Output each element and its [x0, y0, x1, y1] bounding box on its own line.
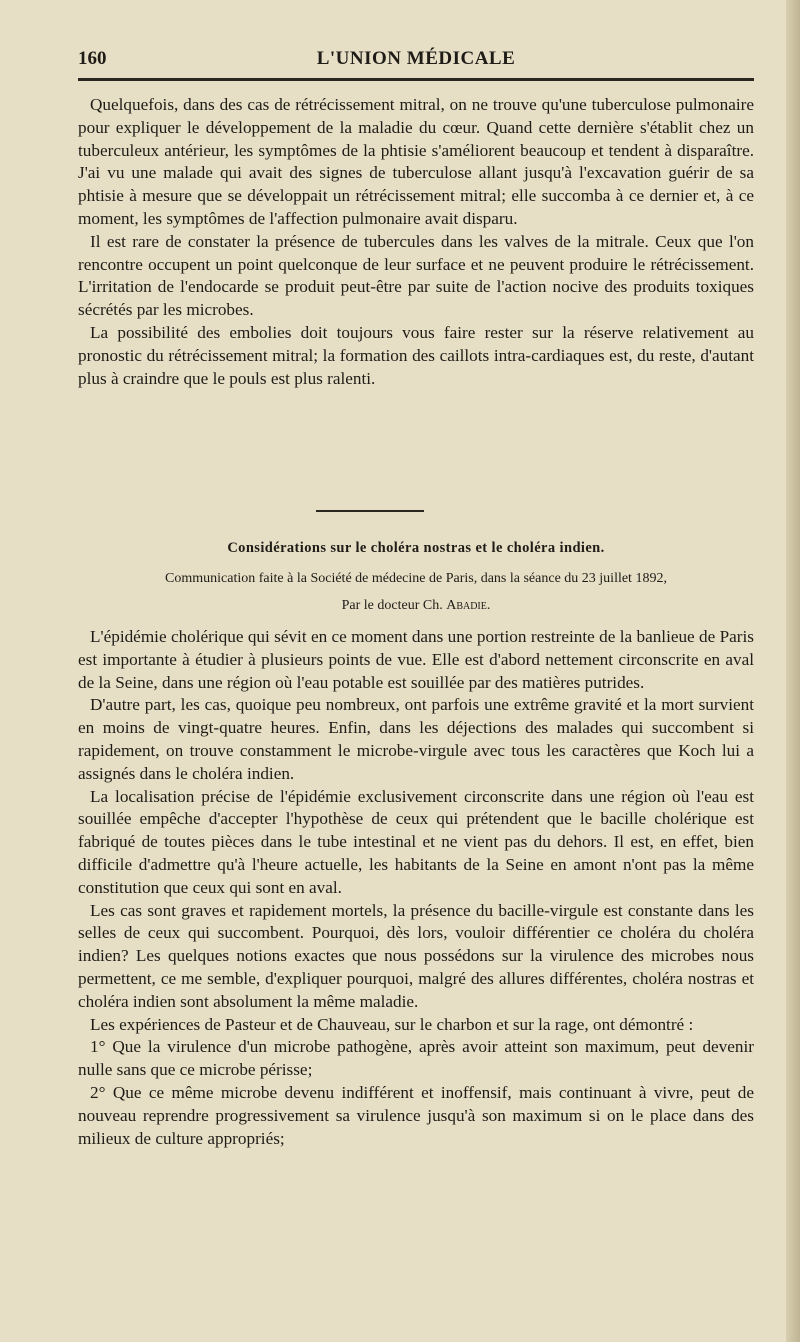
page-number: 160 — [78, 48, 107, 69]
running-title: L'UNION MÉDICALE — [316, 48, 516, 69]
article-title: Considérations sur le choléra nostras et le choléra indien. — [227, 540, 605, 556]
paragraph: Les expériences de Pasteur et de Chauveau, sur le charbon et sur la rage, ont démontré : — [90, 1014, 694, 1034]
paragraph: Quelquefois, dans des cas de rétrécissement mitral, on ne trouve qu'une tuberculose pulmonaire pour expliquer le développement de la maladie du cœur. Quand cette dernière s'établit chez un tuberculeux antérieur, les symptômes de la phtisie s'améliorent beaucoup et tendent à disparaître. J'ai vu une malade qui avait des signes de tuberculose allant jusqu'à l'excavation guérir de sa phtisie à mesure que se développait un rétrécissement mitral; elle succomba à ce dernier et, à ce moment, les symptômes de l'affection pulmonaire avait disparu. — [78, 95, 754, 228]
paragraph: Il est rare de constater la présence de tubercules dans les valves de la mitrale. Ceux que l'on rencontre occupent un point quelconque de leur surface et ne peuvent produire le rétrécissement. L'irritation de l'endocarde se produit peut-être par suite de l'action nocive des produits toxiques sécrétés par les microbes. — [78, 231, 754, 320]
paragraph: L'épidémie cholérique qui sévit en ce moment dans une portion restreinte de la banlieue de Paris est importante à étudier à plusieurs points de vue. Elle est d'abord nettement circonscrite en aval de la Seine, dans une région où l'eau potable est souillée par des matières putrides. — [78, 627, 754, 692]
header-rule — [78, 78, 754, 81]
author-prefix: Par le docteur Ch. — [341, 598, 447, 613]
paragraph: 1° Que la virulence d'un microbe pathogène, après avoir atteint son maximum, peut devenir nulle sans que ce microbe périsse; — [78, 1037, 754, 1080]
article-author — [78, 598, 754, 614]
paragraph: 2° Que ce même microbe devenu indifférent et inoffensif, mais continuant à vivre, peut de nouveau reprendre progressivement sa virulence jusqu'à son maximum si on le place dans des milieux de culture appropriés; — [78, 1082, 754, 1148]
article-note: Communication faite à la Société de médecine de Paris, dans la séance du 23 juillet 1892, — [165, 571, 667, 586]
page-header — [78, 44, 754, 76]
paragraph: Les cas sont graves et rapidement mortels, la présence du bacille-virgule est constante dans les selles de ceux qui succombent. Pourquoi, dès lors, vouloir différentier ce choléra du choléra indien? Les quelques notions exactes que nous possédons sur la virulence des microbes nous permettent, ce me semble, d'expliquer pourquoi, malgré des allures différentes, choléra nostras et choléra indien sont absolument la même maladie. — [78, 900, 754, 1011]
author-name: Abadie. — [446, 598, 491, 613]
text-block-article-body — [78, 626, 754, 1150]
paragraph: La possibilité des embolies doit toujours vous faire rester sur la réserve relativement au pronostic du rétrécissement mitral; la formation des caillots intra-cardiaques est, du reste, d'autant plus à craindre que le pouls est plus ralenti. — [78, 322, 754, 388]
text-block-previous-article — [78, 94, 754, 390]
section-divider — [316, 510, 424, 512]
paragraph: D'autre part, les cas, quoique peu nombreux, ont parfois une extrême gravité et la mort survient en moins de vingt-quatre heures. Enfin, dans les déjections des malades qui succombent si rapidement, on trouve constamment le microbe-virgule avec tous les caractères que Koch lui a assignés dans le choléra indien. — [78, 695, 754, 783]
paragraph: La localisation précise de l'épidémie exclusivement circonscrite dans une région où l'eau est souillée empêche d'accepter l'hypothèse de ceux qui prétendent que le bacille cholérique est fabriqué de toutes pièces dans le tube intestinal et ne vient pas du dehors. Il est, en effet, bien difficile d'admettre qu'à l'heure actuelle, les habitants de la Seine en amont n'ont pas la même constitution que ceux qui sont en aval. — [78, 786, 754, 897]
